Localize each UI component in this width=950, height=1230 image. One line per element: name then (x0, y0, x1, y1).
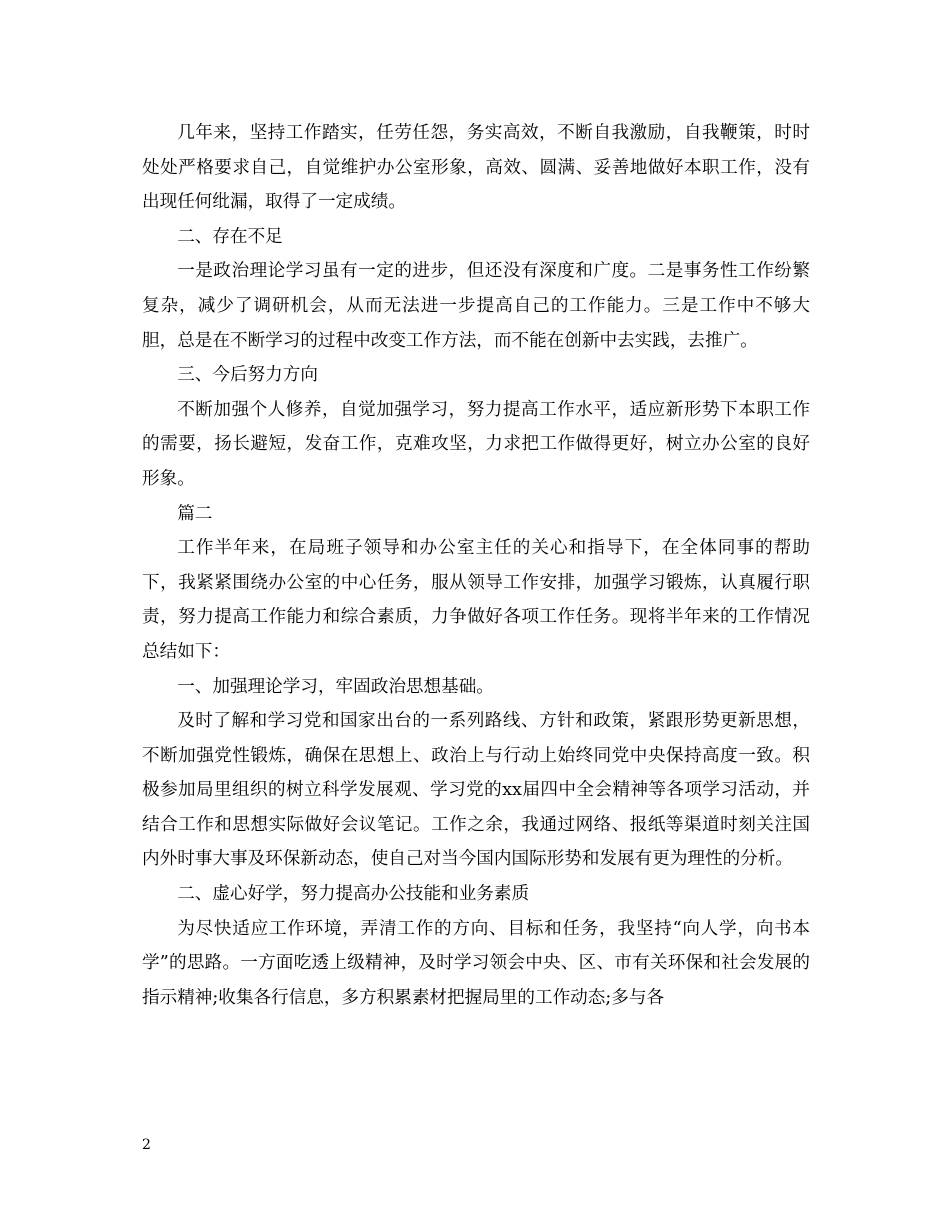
section-heading: 篇二 (177, 503, 213, 524)
paragraph: 一是政治理论学习虽有一定的进步，但还没有深度和广度。二是事务性工作纷繁复杂，减少了调研机会，从而无法进一步提高自己的工作能力。三是工作中不够大胆，总是在不断学习的过程中改变工作方法，而不能在创新中去实践，去推广。 (142, 261, 810, 351)
paragraph: 几年来，坚持工作踏实，任劳任怨，务实高效，不断自我激励，自我鞭策，时时处处严格要求自己，自觉维护办公室形象，高效、圆满、妥善地做好本职工作，没有出现任何纰漏，取得了一定成绩。 (142, 123, 810, 213)
paragraph: 及时了解和学习党和国家出台的一系列路线、方针和政策，紧跟形势更新思想，不断加强党性锻炼，确保在思想上、政治上与行动上始终同党中央保持高度一致。积极参加局里组织的树立科学发展观、学习党的xx届四中全会精神等各项学习活动，并结合工作和思想实际做好会议笔记。工作之余，我通过网络、报纸等渠道时刻关注国内外时事大事及环保新动态，使自己对当今国内国际形势和发展有更为理性的分析。 (142, 711, 810, 870)
section-heading: 二、存在不足 (177, 226, 283, 247)
paragraph: 不断加强个人修养，自觉加强学习，努力提高工作水平，适应新形势下本职工作的需要，扬长避短，发奋工作，克难攻坚，力求把工作做得更好，树立办公室的良好形象。 (142, 399, 810, 489)
section-heading: 一、加强理论学习，牢固政治思想基础。 (177, 676, 494, 697)
section-heading: 三、今后努力方向 (177, 365, 318, 386)
paragraph: 工作半年来，在局班子领导和办公室主任的关心和指导下，在全体同事的帮助下，我紧紧围绕办公室的中心任务，服从领导工作安排，加强学习锻炼，认真履行职责，努力提高工作能力和综合素质，力争做好各项工作任务。现将半年来的工作情况总结如下： (142, 538, 810, 662)
paragraph: 为尽快适应工作环境，弄清工作的方向、目标和任务，我坚持“向人学，向书本学”的思路。一方面吃透上级精神，及时学习领会中央、区、市有关环保和社会发展的指示精神;收集各行信息，多方积累素材把握局里的工作动态;多与各 (142, 918, 810, 1008)
page-number: 2 (142, 1137, 151, 1153)
section-heading: 二、虚心好学，努力提高办公技能和业务素质 (177, 884, 530, 905)
document-body (142, 116, 810, 1015)
